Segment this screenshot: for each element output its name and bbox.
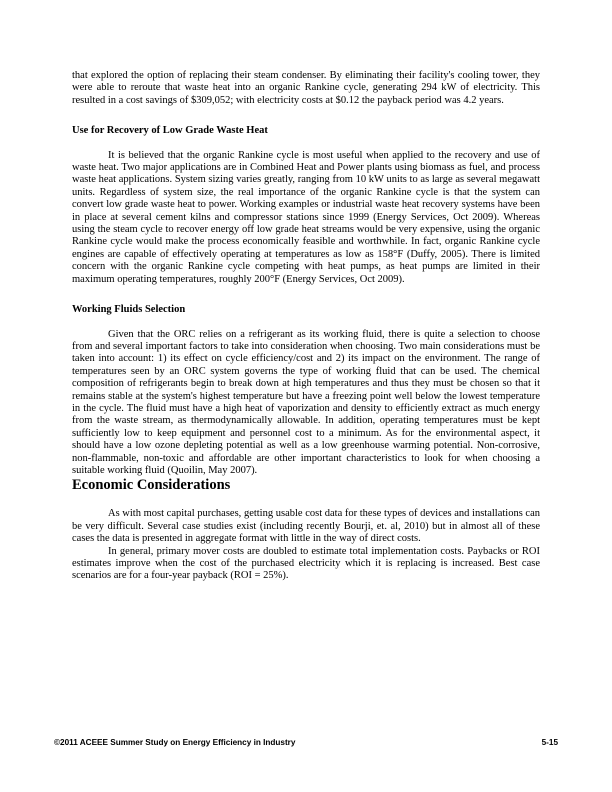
body-paragraph: As with most capital purchases, getting usable cost data for these types of devices and installations can be very difficult. Several case studies exist (including recently Bourji, et. al, 2010) but in almost all of these cases the data is presented in aggregate format with little in the way of direct costs. xyxy=(72,508,540,545)
body-paragraph: Given that the ORC relies on a refrigerant as its working fluid, there is quite a selection to choose from and several important factors to take into consideration when choosing. Two main considerations must be taken into account: 1) its effect on cycle efficiency/cost and 2) its impact on the environment. The range of temperatures seen by an ORC system governs the type of working fluid that can be used. The chemical composition of refrigerants begin to break down at high temperatures and thus they must be chosen so that it remains stable at the system's highest temperature but have a freezing point well below the lowest temperature in the cycle. The fluid must have a high heat of vaporization and density to efficiently extract as much energy from the waste stream, as thermodynamically allowable. In addition, operating temperatures must be kept sufficiently low to keep equipment and personnel cost to a minimum. As for the environmental aspect, it should have a low ozone depleting potential as well as a low greenhouse warming potential. Non-corrosive, non-flammable, non-toxic and affordable are other important characteristics to look for when choosing a suitable working fluid (Quoilin, May 2007). xyxy=(72,328,540,476)
subsection-heading-working-fluids: Working Fluids Selection xyxy=(72,304,186,316)
subsection-heading-waste-heat: Use for Recovery of Low Grade Waste Heat xyxy=(72,125,268,137)
page-number: 5-15 xyxy=(541,738,558,747)
body-paragraph: that explored the option of replacing their steam condenser. By eliminating their facility's cooling tower, they were able to reroute that waste heat into an organic Rankine cycle, generating 294 kW of electricity. This resulted in a cost savings of $309,052; with electricity costs at $0.12 the payback period was 4.2 years. xyxy=(72,70,540,106)
footer-citation: ©2011 ACEEE Summer Study on Energy Efficiency in Industry xyxy=(54,738,296,747)
section-heading-economic: Economic Considerations xyxy=(72,477,231,494)
page-footer xyxy=(54,738,558,747)
page-body xyxy=(72,70,540,583)
body-paragraph: It is believed that the organic Rankine cycle is most useful when applied to the recovery and use of waste heat. Two major applications are in Combined Heat and Power plants using biomass as fuel, and process waste heat applications. System sizing varies greatly, ranging from 10 kW units to as large as several megawatt units. Regardless of system size, the real importance of the organic Rankine cycle is that the system can convert low grade waste heat to power. Working examples or industrial waste heat recovery systems have been in place at several cement kilns and compressor stations since 1999 (Energy Services, Oct 2009). Whereas using the steam cycle to recover energy off low grade heat streams would be very expensive, using the organic Rankine cycle would make the process economically feasible and worthwhile. In fact, organic Rankine cycle engines are capable of effectively operating at temperatures as low as 158°F (Duffy, 2005). There is limited concern with the organic Rankine cycle competing with heat pumps, as heat pumps are limited in their maximum operating temperatures, roughly 200°F (Energy Services, Oct 2009). xyxy=(72,149,540,285)
body-paragraph: In general, primary mover costs are doubled to estimate total implementation costs. Paybacks or ROI estimates improve when the cost of the purchased electricity which it is replacing is increased. Best case scenarios are for a four-year payback (ROI = 25%). xyxy=(72,545,540,582)
